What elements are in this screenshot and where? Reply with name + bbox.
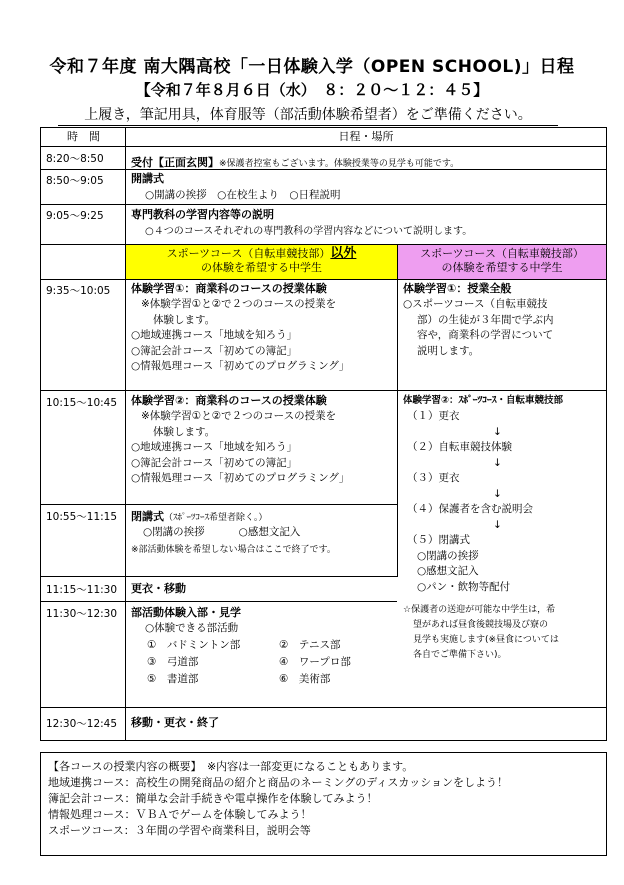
time-cell: 9:35～10:05	[46, 285, 111, 297]
time-cell: 11:30～12:30	[46, 608, 118, 620]
summary-line: 情報処理コース：ＶＢＡでゲームを体験してみよう！	[48, 808, 312, 821]
time-cell: 11:15～11:30	[46, 584, 118, 596]
session1-left: 体験学習①：商業科のコースの授業体験 ※体験学習①と②で２つのコースの授業を 体験します。 ○地域連携コース「地域を知ろう」 ○簿記会計コース「初めての簿記」 ○情報処理コース「初めてのプログラミング」	[131, 282, 350, 372]
summary-heading: 【各コースの授業内容の概要】 ※内容は一部変更になることもあります。	[48, 760, 414, 773]
session2-right: 体験学習②：ｽﾎﾟｰﾂｺｰｽ・自転車競技部 （１）更衣 ↓ （２）自転車競技体験 ↓ （３）更衣 ↓ （４）保護者を含む説明会 ↓ （５）閉講式 ○閉講の挨拶 ○感想文記入 ○パン・飲物等配付 ☆保護者の送迎が可能な中学生は，希 望があれば昼食後競技場及び寮の 見学も実施します(※昼食については 各自でご準備下さい)。	[403, 395, 564, 660]
course-summary	[40, 752, 607, 856]
header-schedule: 日程・場所	[338, 130, 394, 143]
time-cell: 10:15～10:45	[46, 397, 118, 409]
left-course-header: スポーツコース（自転車競技部）以外 の体験を希望する中学生	[126, 245, 397, 279]
club-item: ③ 弓道部	[147, 656, 199, 668]
club-item: ② テニス部	[279, 639, 341, 651]
time-cell: 10:55～11:15	[46, 511, 118, 523]
session2-left: 体験学習②：商業科のコースの授業体験 ※体験学習①と②で２つのコースの授業を 体験します。 ○地域連携コース「地域を知ろう」 ○簿記会計コース「初めての簿記」 ○情報処理コース「初めてのプログラミング」	[131, 394, 350, 484]
time-cell: 12:30～12:45	[46, 718, 118, 730]
club-item: ④ ワープロ部	[279, 656, 351, 668]
session1-right: 体験学習①：授業全般 ○スポーツコース（自転車競技 部）の生徒が３年間で学ぶ内 容や，商業科の学習について 説明します。	[403, 282, 554, 357]
event-date: 【令和７年８月６日（水） ８：２０～１２：４５】	[135, 81, 489, 99]
course-divider	[397, 244, 398, 577]
explanation-title: 専門教科の学習内容等の説明	[131, 208, 274, 221]
opening-title: 開講式	[131, 172, 164, 185]
closing-section: 閉講式（ｽﾎﾟｰﾂｺｰｽ希望者除く。） ○閉講の挨拶 ○感想文記入 ※部活動体験を希望しない場合はここで終了です。	[131, 510, 336, 555]
time-cell: 8:20～8:50	[46, 153, 104, 165]
explanation-detail: ○４つのコースそれぞれの専門教科の学習内容などについて説明します。	[145, 226, 473, 237]
preparation-note: 上履き，筆記用具，体育服等（部活動体験希望者）をご準備ください。	[58, 104, 558, 126]
time-cell: 8:50～9:05	[46, 175, 104, 187]
club-item: ⑤ 書道部	[147, 673, 199, 685]
opening-detail: ○開講の挨拶 ○在校生より ○日程説明	[145, 189, 341, 201]
right-course-header: スポーツコース（自転車競技部） の体験を希望する中学生	[398, 245, 606, 279]
summary-line: 地域連携コース：高校生の開発商品の紹介と商品のネーミングのディスカッションをしよう！	[48, 776, 509, 789]
club-item: ① バドミントン部	[147, 639, 241, 651]
summary-line: スポーツコース：３年間の学習や商業科目，説明会等	[48, 824, 311, 837]
summary-line: 簿記会計コース：簡単な会計手続きや電卓操作を体験してみよう！	[48, 792, 378, 805]
schedule-table	[40, 127, 607, 741]
club-section: 部活動体験入部・見学 ○体験できる部活動	[131, 606, 241, 634]
time-cell: 9:05～9:25	[46, 210, 104, 222]
club-item: ⑥ 美術部	[279, 673, 331, 685]
page-title: 令和７年度 南大隅高校「一日体験入学（OPEN SCHOOL)」日程	[49, 57, 575, 77]
header-time: 時 間	[67, 130, 100, 143]
end-title: 移動・更衣・終了	[131, 716, 219, 729]
reception-row: 受付【正面玄関】※保護者控室もございます。体験授業等の見学も可能です。	[131, 156, 460, 169]
time-divider	[125, 128, 126, 740]
change-title: 更衣・移動	[131, 582, 186, 595]
